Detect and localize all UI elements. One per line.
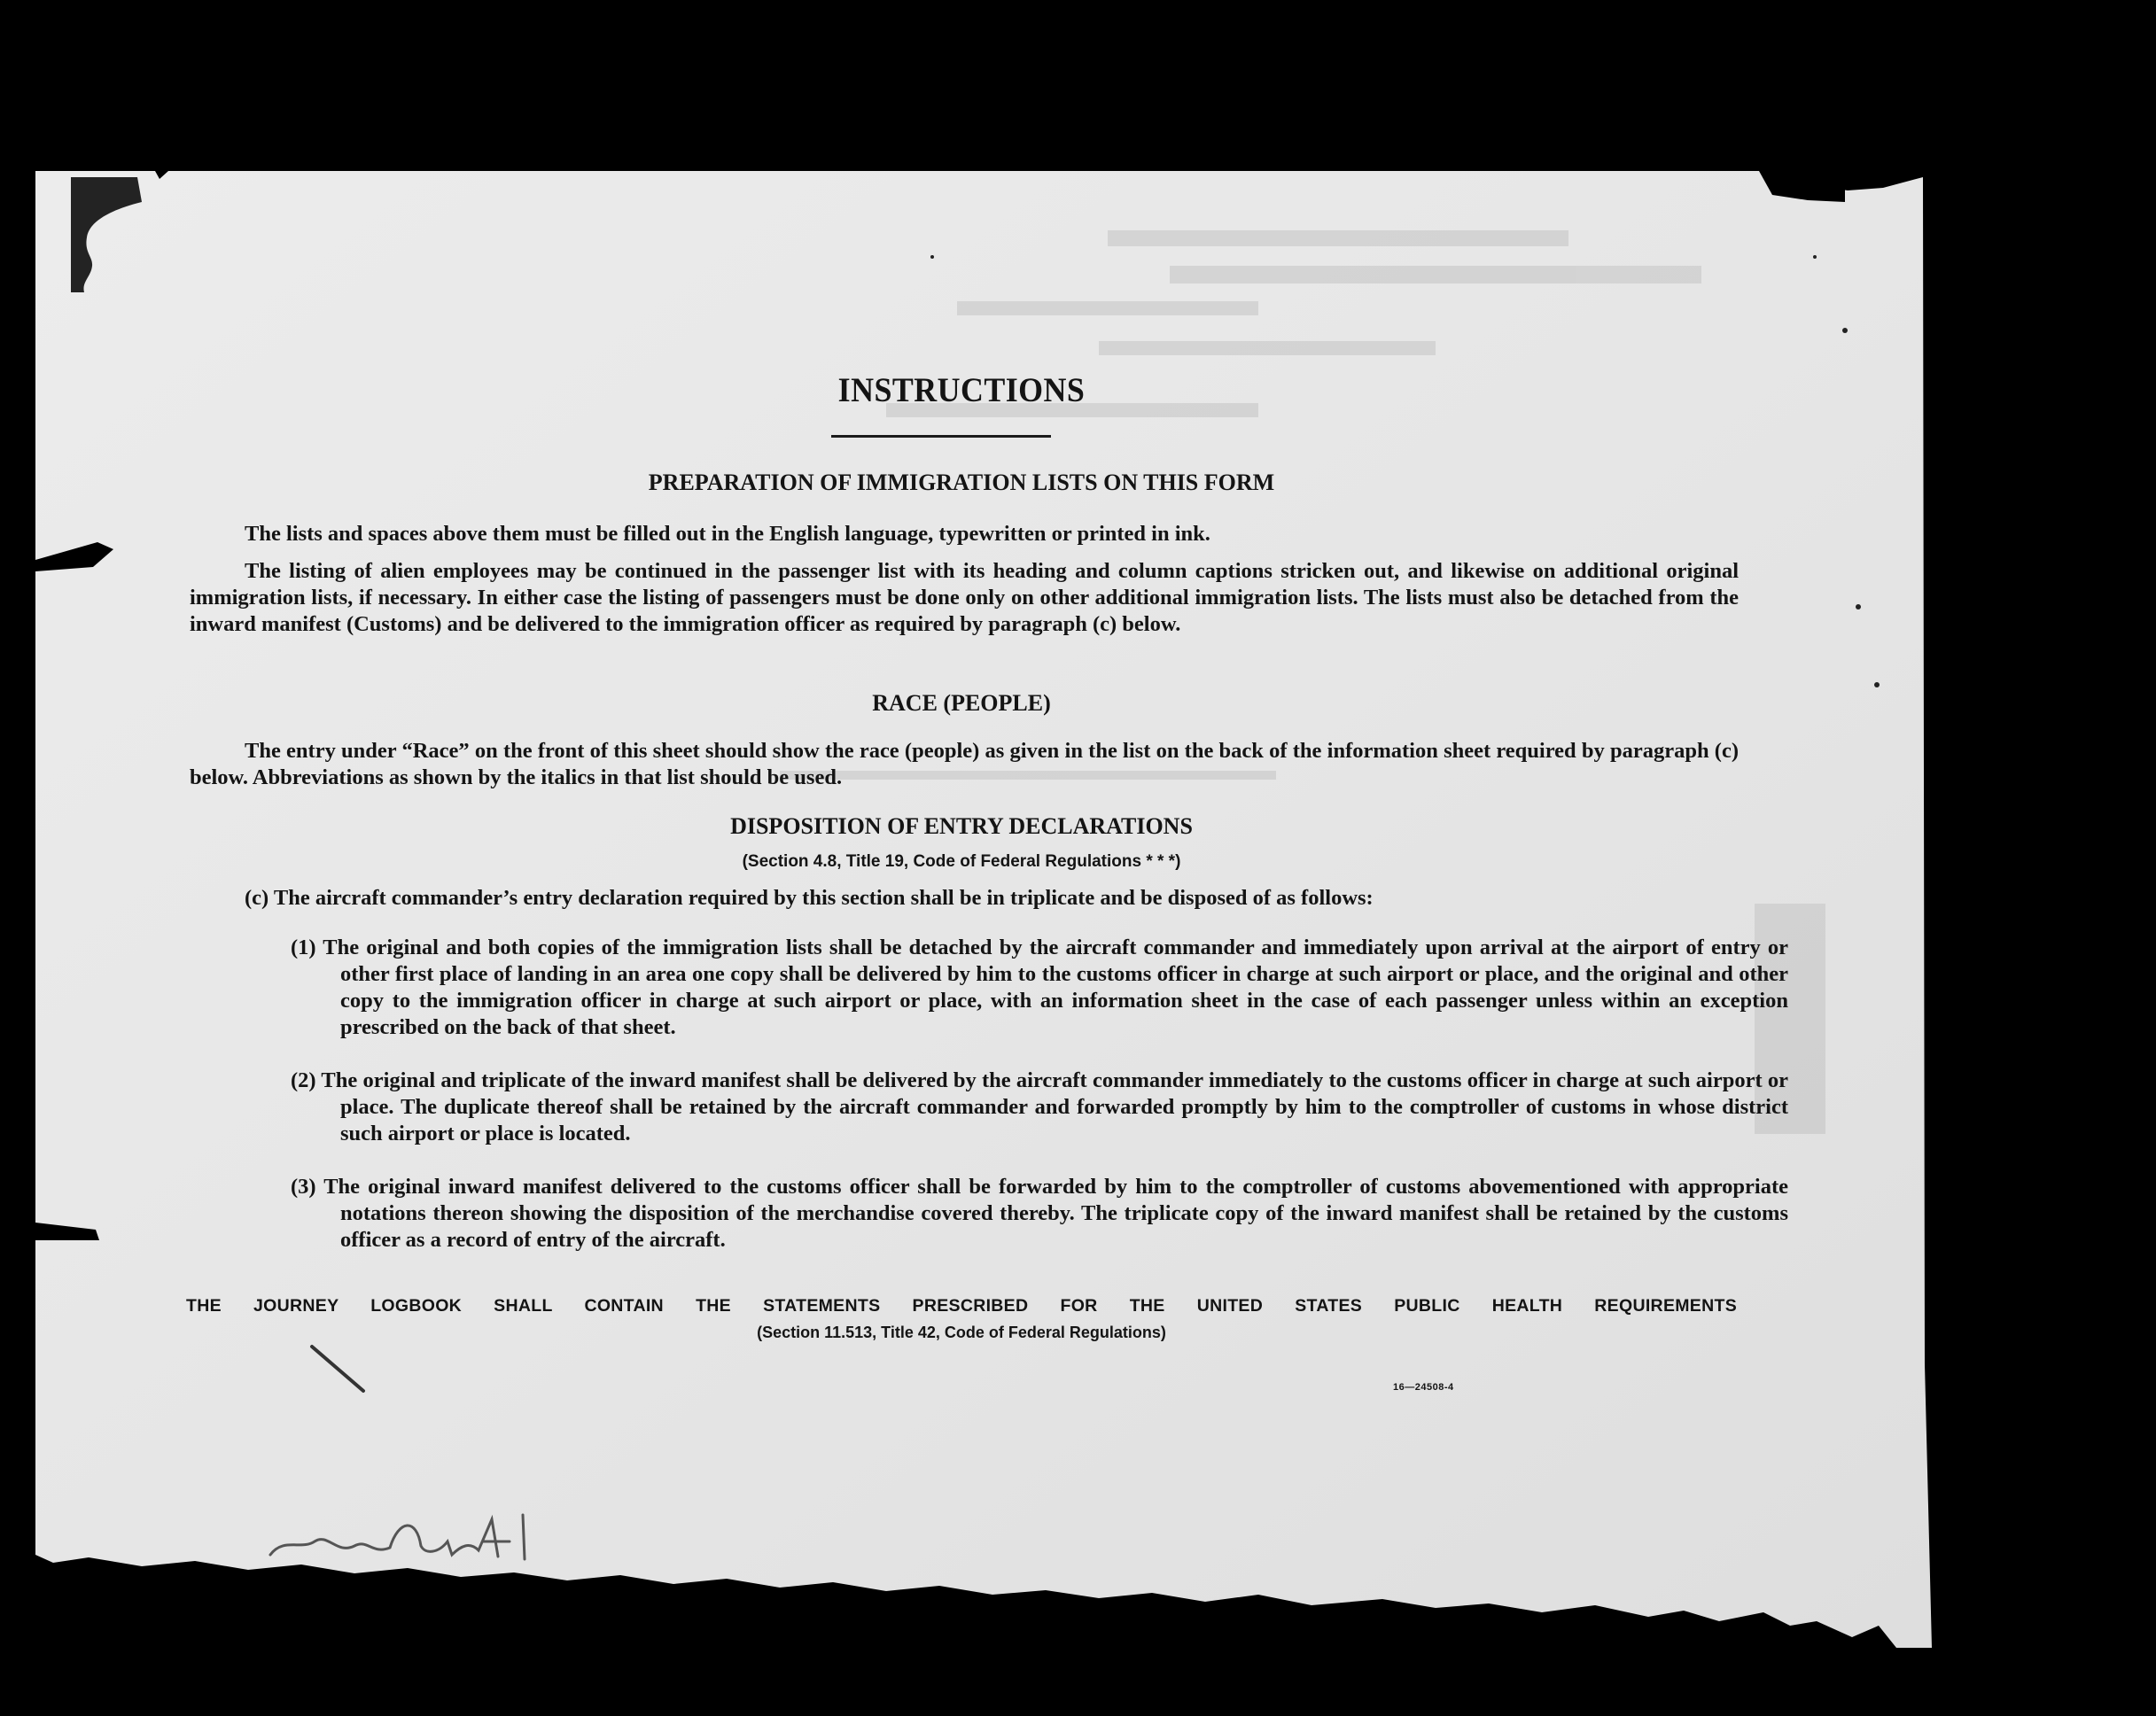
disposition-subheading: (Section 4.8, Title 19, Code of Federal Regulations * * *) (742, 852, 1181, 871)
disposition-heading: DISPOSITION OF ENTRY DECLARATIONS (730, 813, 1193, 839)
page-title: INSTRUCTIONS (837, 371, 1086, 409)
footer-citation: (Section 11.513, Title 42, Code of Federal Regulations) (757, 1324, 1166, 1341)
race-heading: RACE (PEOPLE) (872, 690, 1051, 716)
clause-c: (c) The aircraft commander’s entry declaration required by this section shall be in triplicate and be disposed of as follows: (245, 886, 1374, 910)
title-underline (831, 435, 1051, 438)
list-item: (2) The original and triplicate of the inward manifest shall be delivered by the aircraft commander immediately to the customs officer in charge at such airport or place. The duplicate thereof shall be retained by the aircraft commander and forwarded promptly by him to the comptroller of customs in whose district such airport or place is located. (291, 1068, 1788, 1145)
form-number: 16—24508-4 (1393, 1382, 1454, 1393)
footer-statement: THE JOURNEY LOGBOOK SHALL CONTAIN THE STATEMENTS PRESCRIBED FOR THE UNITED STATES PUBLIC HEALTH REQUIREMENTS (186, 1296, 1737, 1316)
preparation-heading: PREPARATION OF IMMIGRATION LISTS ON THIS FORM (648, 470, 1275, 495)
list-item: (3) The original inward manifest delivered to the customs officer shall be forwarded by him to the comptroller of customs abovementioned with appropriate notations thereon showing the disposition of the merchandise covered thereby. The triplicate copy of the inward manifest shall be retained by the customs officer as a record of entry of the aircraft. (291, 1175, 1788, 1252)
preparation-paragraph-2: The listing of alien employees may be continued in the passenger list with its heading and column captions stricken out, and likewise on additional original immigration lists, if necessary. In either case the listing of passengers must be done only on other additional immigration lists. The lists must also be detached from the inward manifest (Customs) and be delivered to the immigration officer as required by paragraph (c) below. (190, 559, 1739, 636)
handwritten-annotation (266, 1502, 585, 1572)
race-paragraph: The entry under “Race” on the front of this sheet should show the race (people) as given in the list on the back of the information sheet required by paragraph (c) below. Abbreviations as shown by the italics in that list should be used. (190, 739, 1739, 789)
list-item: (1) The original and both copies of the immigration lists shall be detached by the aircraft commander and immediately upon arrival at the airport of entry or other first place of landing in an area one copy shall be delivered by him to the customs officer in charge at such airport or place, and the original and other copy to the immigration officer in charge at such airport or place, with an information sheet in the case of each passenger unless within an exception prescribed on the back of that sheet. (291, 936, 1788, 1039)
preparation-paragraph-1: The lists and spaces above them must be filled out in the English language, typewritten or printed in ink. (245, 522, 1210, 546)
